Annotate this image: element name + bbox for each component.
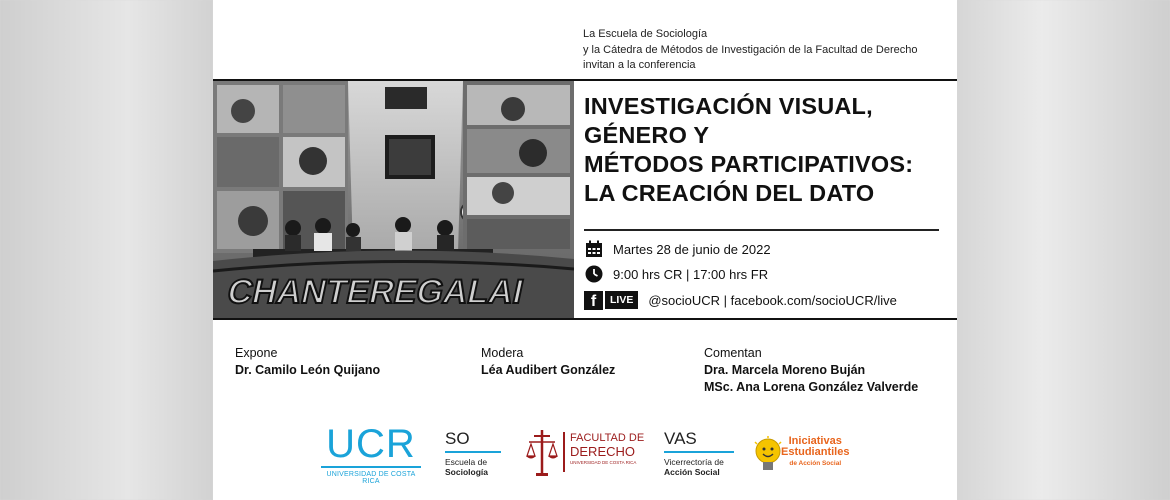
event-time: 9:00 hrs CR | 17:00 hrs FR (613, 266, 769, 282)
commentators-role: Comentan (704, 346, 762, 360)
title-divider (584, 229, 939, 231)
vas-logo-underline (664, 451, 734, 453)
scales-of-justice-icon (526, 428, 558, 480)
event-date-row (584, 238, 771, 260)
so-logo-caption-2: Sociología (445, 467, 488, 477)
moderator-name: Léa Audibert González (481, 363, 616, 377)
live-badge: LIVE (605, 291, 638, 309)
vas-logo (664, 430, 744, 480)
law-logo-line-1: FACULTAD DE (570, 432, 645, 444)
commentator-name-1: Dra. Marcela Moreno Buján (704, 363, 866, 377)
law-logo-text (570, 432, 644, 466)
ucr-logo-underline (321, 466, 421, 468)
moderator-block (481, 345, 615, 379)
vas-logo-caption-2: Acción Social (664, 467, 720, 477)
law-logo-line-2: DERECHO (570, 444, 636, 459)
ucr-logo-caption: UNIVERSIDAD DE COSTA RICA (326, 471, 416, 485)
invitation-text (583, 27, 917, 74)
stream-link[interactable]: @socioUCR | facebook.com/socioUCR/live (648, 292, 897, 308)
clock-icon (584, 264, 604, 284)
law-logo-divider (563, 432, 565, 472)
ucr-logo-mark: UCR (326, 422, 416, 466)
ucr-logo (319, 424, 423, 486)
law-logo-caption: UNIVERSIDAD DE COSTA RICA (570, 460, 637, 465)
title-line-4: LA CREACIÓN DEL DATO (584, 180, 875, 206)
page-title (584, 92, 913, 208)
commentators-block (704, 345, 918, 396)
calendar-icon (584, 239, 604, 259)
invitation-line-2: y la Cátedra de Métodos de Investigación de la Facultad de Derecho (583, 43, 918, 56)
invitation-line-1: La Escuela de Sociología (583, 28, 708, 40)
invitation-line-3: invitan a la conferencia (583, 59, 696, 71)
so-logo-mark: SO (445, 429, 470, 448)
lightbulb-icon (753, 436, 783, 476)
so-logo-underline (445, 451, 501, 453)
event-time-row (584, 263, 768, 285)
title-line-3: MÉTODOS PARTICIPATIVOS: (584, 151, 914, 177)
so-logo-caption-1: Escuela de (445, 457, 488, 467)
speaker-role: Expone (235, 346, 278, 360)
title-line-2: GÉNERO Y (584, 122, 710, 148)
ie-logo-text (781, 436, 849, 469)
event-date: Martes 28 de junio de 2022 (613, 241, 771, 257)
vas-logo-mark: VAS (664, 429, 697, 448)
event-photo (213, 81, 574, 318)
moderator-role: Modera (481, 346, 524, 360)
law-faculty-logo (526, 428, 646, 480)
ie-logo-line-2: Estudiantiles (781, 446, 850, 458)
student-initiatives-logo (753, 428, 848, 482)
speaker-name: Dr. Camilo León Quijano (235, 363, 381, 377)
commentator-name-2: MSc. Ana Lorena González Valverde (704, 380, 919, 394)
speaker-block (235, 345, 380, 379)
divider-bottom (213, 318, 957, 320)
event-stream-row (584, 289, 897, 311)
event-flyer (213, 0, 957, 500)
ie-logo-line-1: Iniciativas (788, 435, 842, 447)
background-left (0, 0, 213, 500)
ie-logo-line-3: de Acción Social (789, 460, 842, 467)
graffiti-text: CHANTEREGALAI (224, 273, 527, 311)
vas-logo-caption-1: Vicerrectoría de (664, 457, 724, 467)
title-line-1: INVESTIGACIÓN VISUAL, (584, 93, 873, 119)
sociology-school-logo (445, 430, 515, 480)
background-right (957, 0, 1170, 500)
facebook-icon: f (584, 291, 603, 310)
